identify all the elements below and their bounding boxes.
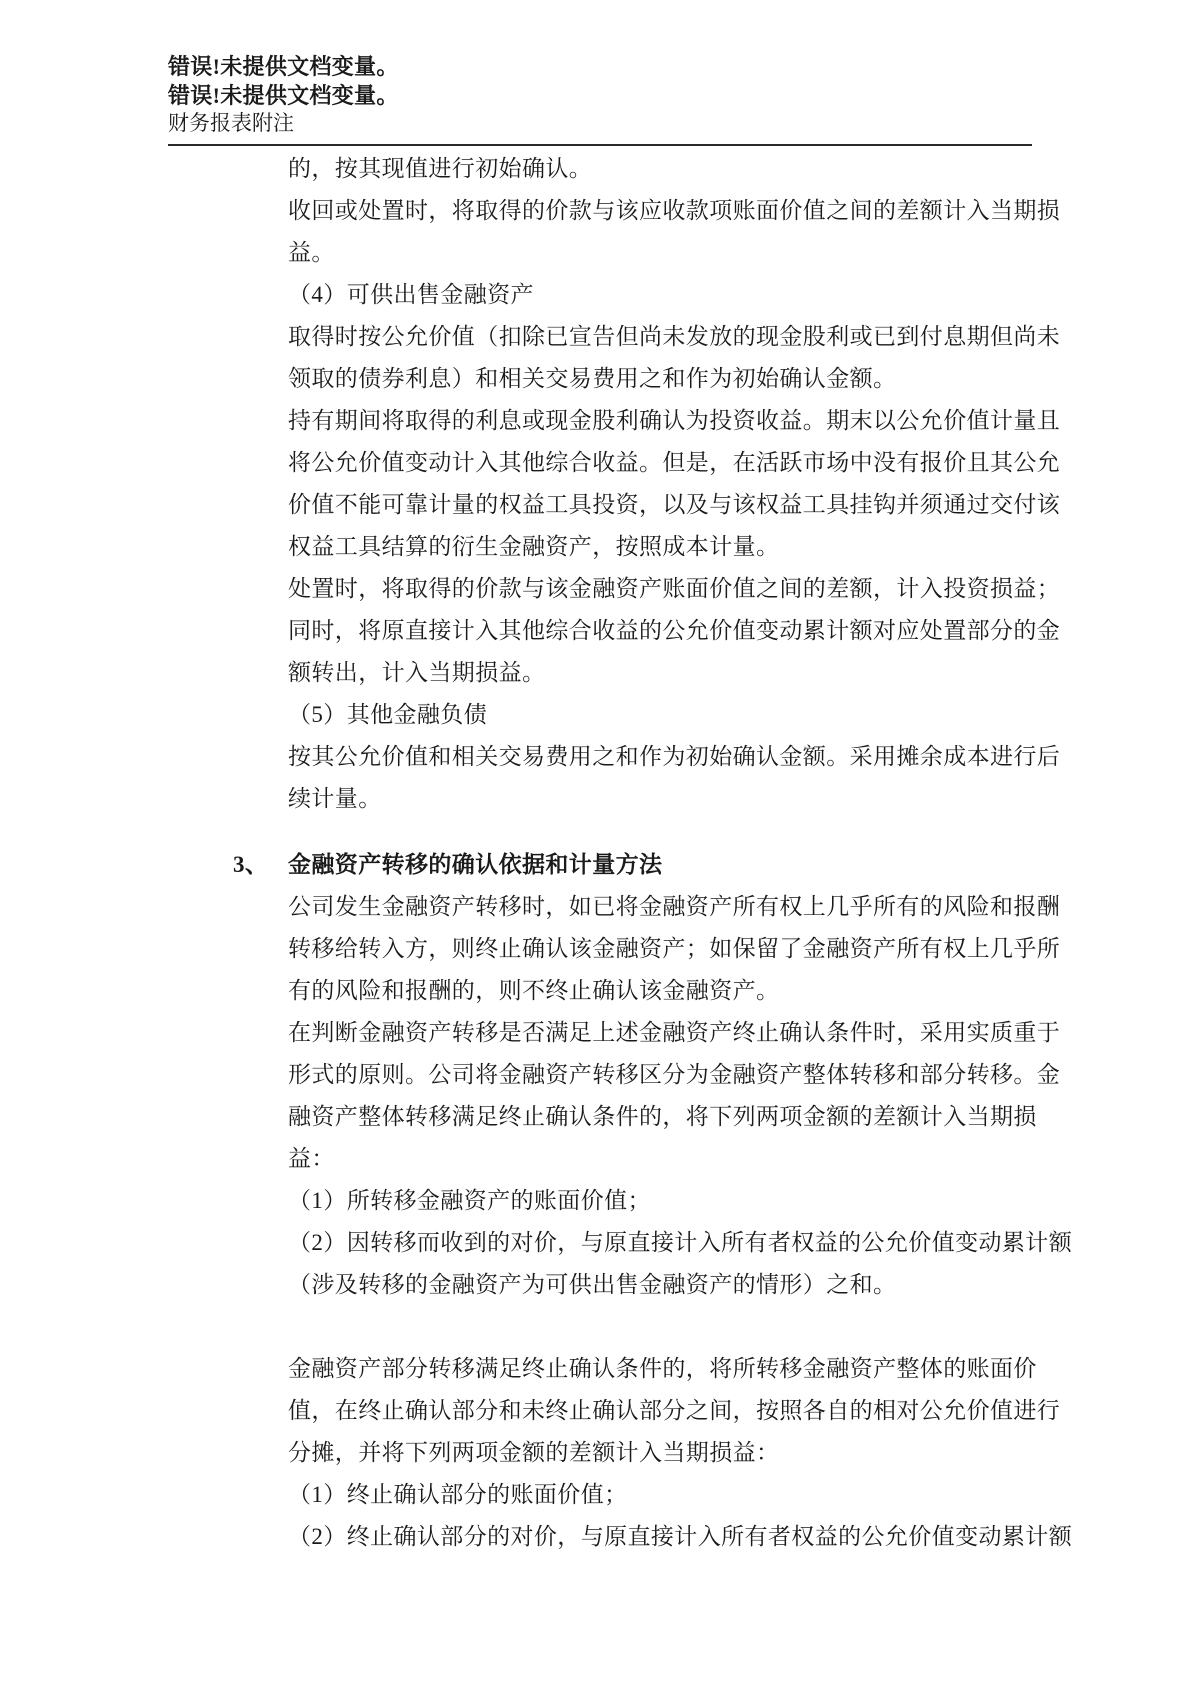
text-line: 额转出，计入当期损益。 — [288, 660, 546, 685]
text-line: 处置时，将取得的价款与该金融资产账面价值之间的差额，计入投资损益； — [288, 576, 1061, 601]
text-line: 在判断金融资产转移是否满足上述金融资产终止确认条件时，采用实质重于 — [288, 1020, 1061, 1045]
text-line: 权益工具结算的衍生金融资产，按照成本计量。 — [288, 534, 780, 559]
text-line: 将公允价值变动计入其他综合收益。但是，在活跃市场中没有报价且其公允 — [288, 450, 1061, 475]
header-subtitle: 财务报表附注 — [168, 111, 294, 135]
text-line: 转移给转入方，则终止确认该金融资产；如保留了金融资产所有权上几乎所 — [288, 936, 1061, 961]
section-heading — [233, 844, 1048, 886]
text-line: 公司发生金融资产转移时，如已将金融资产所有权上几乎所有的风险和报酬 — [288, 894, 1061, 919]
header-rule — [168, 144, 1032, 146]
text-line: （5）其他金融负债 — [288, 702, 488, 727]
text-line: 金融资产部分转移满足终止确认条件的，将所转移金融资产整体的账面价 — [288, 1356, 1037, 1381]
text-line: （4）可供出售金融资产 — [288, 282, 534, 307]
text-line: （1）终止确认部分的账面价值； — [288, 1482, 628, 1507]
text-line: （2）终止确认部分的对价，与原直接计入所有者权益的公允价值变动累计额 — [288, 1524, 1073, 1549]
section3-paragraph-lines — [288, 886, 1073, 1558]
text-line: 领取的债券利息）和相关交易费用之和作为初始确认金额。 — [288, 366, 897, 391]
text-line: 按其公允价值和相关交易费用之和作为初始确认金额。采用摊余成本进行后 — [288, 744, 1061, 769]
text-line: 形式的原则。公司将金融资产转移区分为金融资产整体转移和部分转移。金 — [288, 1062, 1061, 1087]
text-line: 融资产整体转移满足终止确认条件的，将下列两项金额的差额计入当期损 — [288, 1104, 1037, 1129]
header-error-line-2: 错误!未提供文档变量。 — [168, 83, 399, 108]
text-line: （涉及转移的金融资产为可供出售金融资产的情形）之和。 — [288, 1272, 897, 1297]
text-line: 有的风险和报酬的，则不终止确认该金融资产。 — [288, 978, 780, 1003]
text-line: 分摊，并将下列两项金额的差额计入当期损益： — [288, 1440, 780, 1465]
header-error-line-1: 错误!未提供文档变量。 — [168, 54, 399, 79]
text-line: 价值不能可靠计量的权益工具投资，以及与该权益工具挂钩并须通过交付该 — [288, 492, 1061, 517]
text-line: 同时，将原直接计入其他综合收益的公允价值变动累计额对应处置部分的金 — [288, 618, 1061, 643]
text-line: 益。 — [288, 240, 335, 265]
text-line: 持有期间将取得的利息或现金股利确认为投资收益。期末以公允价值计量且 — [288, 408, 1061, 433]
policy-paragraph-lines — [288, 148, 1061, 820]
text-line: 的，按其现值进行初始确认。 — [288, 156, 593, 181]
page-header — [168, 52, 1032, 146]
text-line: 值，在终止确认部分和未终止确认部分之间，按照各自的相对公允价值进行 — [288, 1398, 1061, 1423]
text-line: 续计量。 — [288, 786, 382, 811]
text-line: 益： — [288, 1146, 335, 1171]
text-line: 收回或处置时，将取得的价款与该应收款项账面价值之间的差额计入当期损 — [288, 198, 1061, 223]
section-title: 金融资产转移的确认依据和计量方法 — [288, 852, 663, 877]
text-line: 取得时按公允价值（扣除已宣告但尚未发放的现金股利或已到付息期但尚未 — [288, 324, 1061, 349]
section-number: 3、 — [233, 852, 269, 877]
document-body — [233, 148, 1073, 1558]
text-line: （1）所转移金融资产的账面价值； — [288, 1188, 651, 1213]
text-line: （2）因转移而收到的对价，与原直接计入所有者权益的公允价值变动累计额 — [288, 1230, 1073, 1255]
